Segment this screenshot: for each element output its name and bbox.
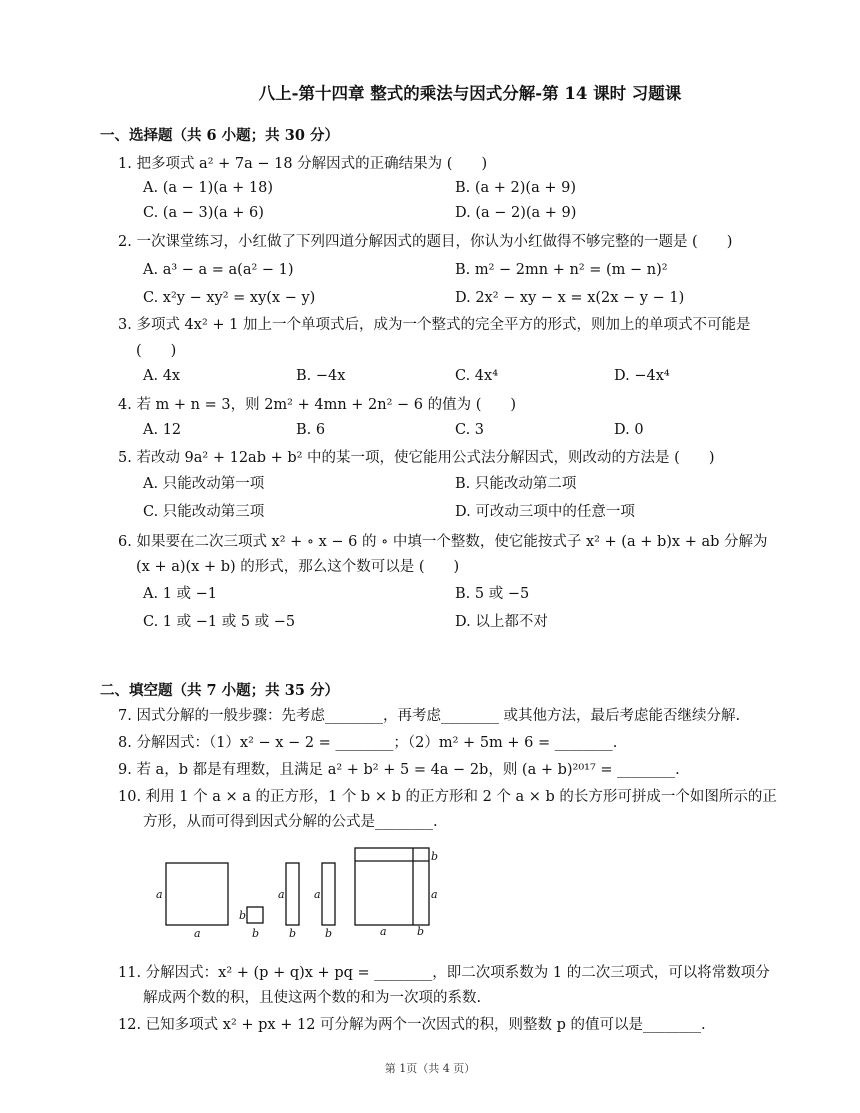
page-footer: 第 1页（共 4 页） [384,1062,476,1075]
figure-label-big-a-bottom: a [380,925,387,938]
question-2-option-b: B. m² − 2mn + n² = (m − n)² [455,262,668,278]
figure-label-b-bottom: b [252,927,260,940]
question-6-stem-continued: (x + a)(x + b) 的形式，那么这个数可以是 ( ) [136,559,460,575]
question-5-option-c: C. 只能改动第三项 [143,504,265,520]
question-5-stem: 5. 若改动 9a² + 12ab + b² 中的某一项，使它能用公式法分解因式，则改动的方法是 ( ) [118,450,715,466]
figure-label-rect1-b: b [289,927,297,940]
question-11-line-1: 11. 分解因式：x² + (p + q)x + pq = ________，即二次项系数为 1 的二次三项式，可以将常数项分 [118,965,770,981]
question-5-option-d: D. 可改动三项中的任意一项 [455,504,635,520]
question-6-option-c: C. 1 或 −1 或 5 或 −5 [143,614,296,630]
question-6-option-d: D. 以上都不对 [455,614,548,630]
question-5-option-a: A. 只能改动第一项 [143,476,265,492]
figure-label-a-left: a [156,888,163,901]
question-7: 7. 因式分解的一般步骤：先考虑________，再考虑________ 或其他方法，最后考虑能否继续分解. [118,708,741,724]
question-6-option-b: B. 5 或 −5 [455,586,530,602]
section-heading-fill: 二、填空题（共 7 小题；共 35 分） [100,682,339,699]
question-2-option-c: C. x²y − xy² = xy(x − y) [143,290,316,306]
figure-label-rect2-a: a [314,888,321,901]
question-6-stem: 6. 如果要在二次三项式 x² + ∘ x − 6 的 ∘ 中填一个整数，使它能按式子 x² + (a + b)x + ab 分解为 [118,534,768,550]
question-1-stem: 1. 把多项式 a² + 7a − 18 分解因式的正确结果为 ( ) [118,156,488,172]
question-3-stem-bracket: ( ) [136,343,177,359]
question-4-stem: 4. 若 m + n = 3，则 2m² + 4mn + 2n² − 6 的值为 ( ) [118,397,517,413]
question-9: 9. 若 a，b 都是有理数，且满足 a² + b² + 5 = 4a − 2b，则 (a + b)²⁰¹⁷ = ________. [118,762,680,778]
question-4-option-c: C. 3 [455,422,485,438]
question-5-option-b: B. 只能改动第二项 [455,476,577,492]
figure-label-rect2-b: b [325,927,333,940]
question-2-option-a: A. a³ − a = a(a² − 1) [143,262,294,278]
question-10-line-2: 方形，从而可得到因式分解的公式是________. [143,814,438,830]
figure-square-a [166,863,228,925]
figure-rect-ab-2 [322,863,335,925]
page-title: 八上-第十四章 整式的乘法与因式分解-第 14 课时 习题课 [258,84,682,103]
question-3-option-b: B. −4x [296,368,346,384]
question-1-option-b: B. (a + 2)(a + 9) [455,180,576,196]
section-heading-choice: 一、选择题（共 6 小题；共 30 分） [100,127,339,144]
question-3-option-a: A. 4x [143,368,181,384]
question-10-line-1: 10. 利用 1 个 a × a 的正方形，1 个 b × b 的正方形和 2 个 a × b 的长方形可拼成一个如图所示的正 [118,789,777,805]
question-2-stem: 2. 一次课堂练习，小红做了下列四道分解因式的题目，你认为小红做得不够完整的一题是 ( ) [118,234,733,250]
question-3-option-c: C. 4x⁴ [455,368,499,384]
question-3-option-d: D. −4x⁴ [614,368,670,384]
figure-label-big-b-bottom: b [417,925,425,938]
figure-square-b [247,907,263,923]
figure-label-rect1-a: a [278,888,285,901]
question-6-option-a: A. 1 或 −1 [143,586,218,602]
question-4-option-b: B. 6 [296,422,326,438]
figure-label-big-b-right: b [431,850,439,863]
question-1-option-c: C. (a − 3)(a + 6) [143,205,264,221]
figure-big-square [355,848,429,925]
figure-rect-ab-1 [286,863,299,925]
figure-label-big-a-right: a [431,888,438,901]
square-tiling-figure [150,843,450,943]
question-1-option-d: D. (a − 2)(a + 9) [455,205,577,221]
question-2-option-d: D. 2x² − xy − x = x(2x − y − 1) [455,290,685,306]
question-3-stem: 3. 多项式 4x² + 1 加上一个单项式后，成为一个整式的完全平方的形式，则加上的单项式不可能是 [118,317,751,333]
question-12: 12. 已知多项式 x² + px + 12 可分解为两个一次因式的积，则整数 p 的值可以是________. [118,1017,706,1033]
question-8: 8. 分解因式：（1）x² − x − 2 = ________；（2）m² + 5m + 6 = ________. [118,735,618,751]
question-11-line-2: 解成两个数的积，且使这两个数的和为一次项的系数. [143,990,482,1006]
question-1-option-a: A. (a − 1)(a + 18) [143,180,274,196]
figure-label-a-bottom: a [194,927,201,940]
figure-label-b-left: b [239,909,247,922]
question-4-option-d: D. 0 [614,422,644,438]
question-4-option-a: A. 12 [143,422,182,438]
